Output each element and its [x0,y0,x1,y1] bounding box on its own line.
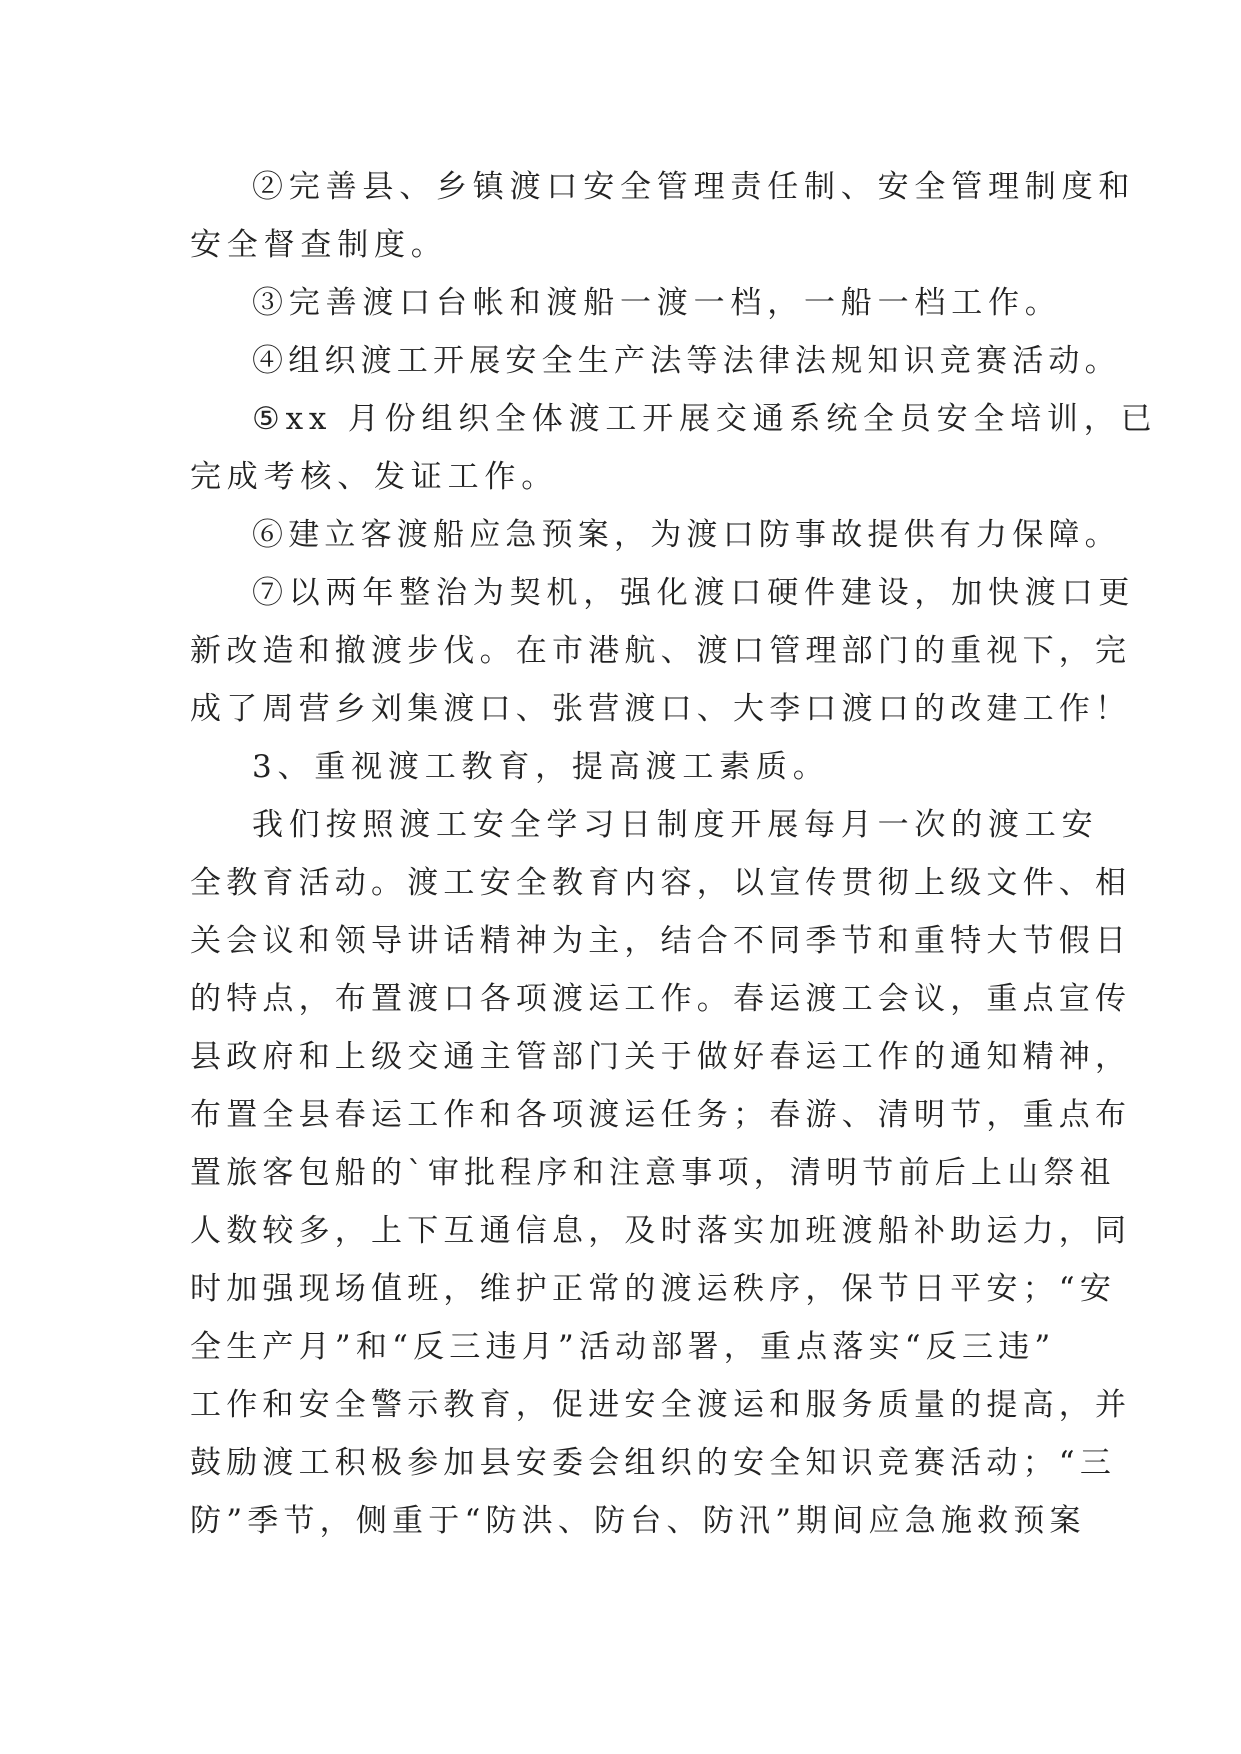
list-item-5-line-1: ⑤xx 月份组织全体渡工开展交通系统全员安全培训，已 [252,401,1158,437]
list-item-5-line-2: 完成考核、发证工作。 [190,459,558,495]
paragraph-line-8: 人数较多，上下互通信息，及时落实加班渡船补助运力，同 [190,1213,1132,1249]
paragraph-line-5: 县政府和上级交通主管部门关于做好春运工作的通知精神， [190,1039,1132,1075]
section-heading-3: 3、重视渡工教育，提高渡工素质。 [252,749,830,785]
list-item-6: ⑥建立客渡船应急预案，为渡口防事故提供有力保障。 [252,517,1121,553]
list-item-2-line-2: 安全督查制度。 [190,227,448,263]
list-item-7-line-1: ⑦以两年整治为契机，强化渡口硬件建设，加快渡口更 [252,575,1136,611]
list-item-7-line-3: 成了周营乡刘集渡口、张营渡口、大李口渡口的改建工作！ [190,691,1132,727]
paragraph-line-1: 我们按照渡工安全学习日制度开展每月一次的渡工安 [252,807,1099,843]
list-item-3: ③完善渡口台帐和渡船一渡一档，一船一档工作。 [252,285,1062,321]
paragraph-line-13: 防”季节，侧重于“防洪、防台、防汛”期间应急施救预案 [190,1503,1086,1539]
paragraph-line-6: 布置全县春运工作和各项渡运任务；春游、清明节，重点布 [190,1097,1132,1133]
paragraph-line-10: 全生产月”和“反三违月”活动部署，重点落实“反三违” [190,1329,1056,1365]
paragraph-line-7: 置旅客包船的`审批程序和注意事项，清明节前后上山祭祖 [190,1155,1116,1191]
paragraph-line-12: 鼓励渡工积极参加县安委会组织的安全知识竞赛活动；“三 [190,1445,1117,1481]
paragraph-line-2: 全教育活动。渡工安全教育内容，以宣传贯彻上级文件、相 [190,865,1132,901]
list-item-2-line-1: ②完善县、乡镇渡口安全管理责任制、安全管理制度和 [252,169,1136,205]
paragraph-line-9: 时加强现场值班，维护正常的渡运秩序，保节日平安；“安 [190,1271,1117,1307]
list-item-4: ④组织渡工开展安全生产法等法律法规知识竞赛活动。 [252,343,1121,379]
paragraph-line-4: 的特点，布置渡口各项渡运工作。春运渡工会议，重点宣传 [190,981,1132,1017]
list-item-7-line-2: 新改造和撤渡步伐。在市港航、渡口管理部门的重视下，完 [190,633,1132,669]
paragraph-line-11: 工作和安全警示教育，促进安全渡运和服务质量的提高，并 [190,1387,1132,1423]
document-body [190,158,1158,1550]
paragraph-line-3: 关会议和领导讲话精神为主，结合不同季节和重特大节假日 [190,923,1132,959]
